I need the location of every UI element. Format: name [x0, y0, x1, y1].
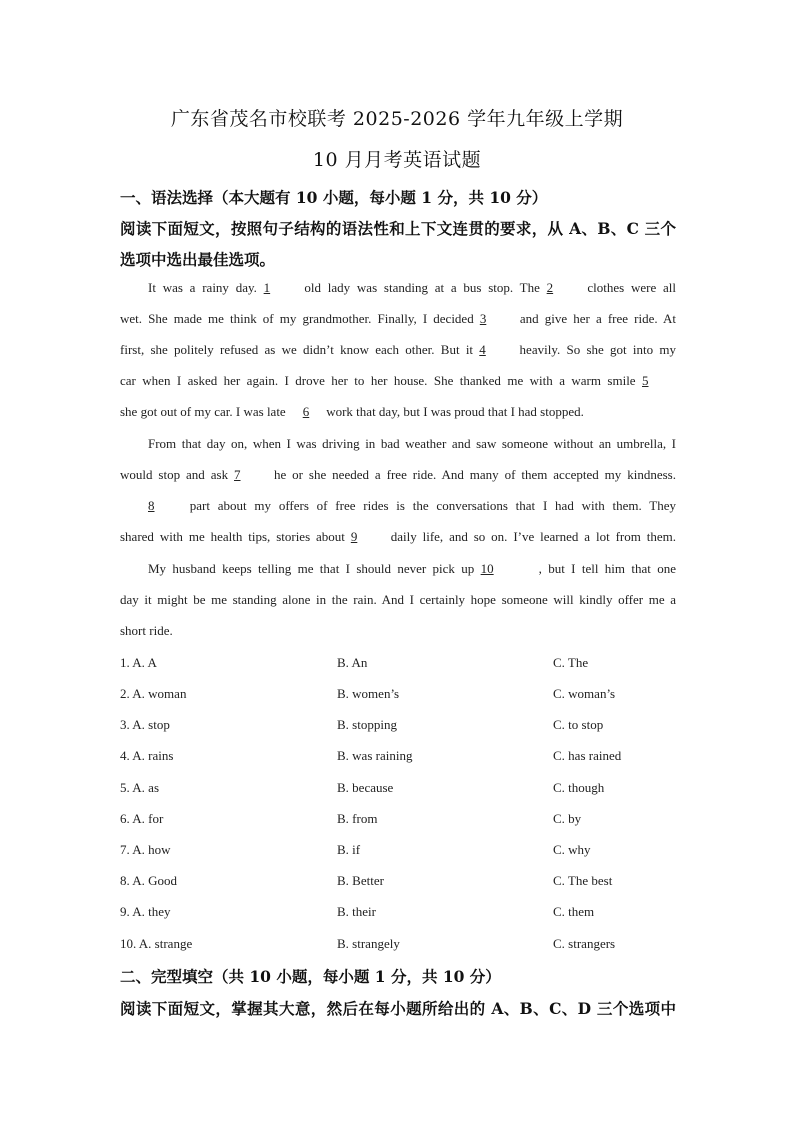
option-b: B. stopping — [337, 717, 397, 732]
option-b: B. Better — [337, 873, 384, 888]
passage-line: first, she politely refused as we didn’t know each other. But it 4 heavily. So she got into my — [120, 342, 676, 357]
option-c: C. why — [553, 842, 591, 857]
option-c: C. by — [553, 811, 582, 826]
option-c: C. though — [553, 780, 605, 795]
option-a: 8. A. Good — [120, 873, 178, 888]
option-b: B. women’s — [337, 686, 400, 701]
passage-line: My husband keeps telling me that I should never pick up 10 , but I tell him that one — [148, 561, 676, 576]
option-b: B. if — [337, 842, 361, 857]
option-c: C. The — [553, 655, 589, 670]
question-options-3 — [120, 717, 680, 735]
section1-heading: 一、语法选择（本大题有 10 小题，每小题 1 分，共 10 分） — [120, 188, 548, 207]
passage-line: 8 part about my offers of free rides is the conversations that I had with them. They — [148, 498, 676, 513]
option-a: 7. A. how — [120, 842, 171, 857]
blank-6: 6 — [302, 404, 310, 419]
question-options-9 — [120, 904, 680, 922]
blank-5: 5 — [642, 373, 649, 388]
blank-9: 9 — [350, 529, 358, 544]
passage-line: It was a rainy day. 1 old lady was standing at a bus stop. The 2 clothes were all — [148, 280, 677, 295]
blank-8: 8 — [148, 498, 155, 513]
option-a: 6. A. for — [120, 811, 164, 826]
blank-3: 3 — [479, 311, 487, 326]
option-a: 5. A. as — [120, 780, 159, 795]
question-options-6 — [120, 811, 680, 829]
option-b: B. their — [337, 904, 376, 919]
option-b: B. strangely — [337, 936, 400, 951]
option-b: B. was raining — [337, 748, 413, 763]
exam-title-line1: 广东省茂名市校联考 2025-2026 学年九年级上学期 — [170, 108, 624, 130]
question-options-10 — [120, 936, 680, 954]
option-b: B. from — [337, 811, 378, 826]
blank-7: 7 — [234, 467, 241, 482]
option-b: B. because — [337, 780, 394, 795]
option-c: C. The best — [553, 873, 613, 888]
question-options-4 — [120, 748, 680, 766]
option-a: 10. A. strange — [120, 936, 193, 951]
question-options-5 — [120, 780, 680, 798]
section1-instruction-line1: 阅读下面短文，按照句子结构的语法性和上下文连贯的要求，从 A、B、C 三个 — [120, 219, 676, 238]
option-c: C. has rained — [553, 748, 622, 763]
passage-line: day it might be me standing alone in the rain. And I certainly hope someone will kindly offer me a — [120, 592, 676, 607]
passage-line: would stop and ask 7 he or she needed a free ride. And many of them accepted my kindness. — [120, 467, 676, 482]
question-options-8 — [120, 873, 680, 891]
option-a: 4. A. rains — [120, 748, 174, 763]
option-c: C. to stop — [553, 717, 604, 732]
blank-4: 4 — [479, 342, 486, 357]
passage-line: From that day on, when I was driving in bad weather and saw someone without an umbrella, I — [148, 436, 676, 451]
passage-line: car when I asked her again. I drove her to her house. She thanked me with a warm smile 5 — [120, 373, 676, 389]
passage-line: shared with me health tips, stories about 9 daily life, and so on. I’ve learned a lot from them. — [120, 529, 676, 544]
blank-1: 1 — [263, 280, 271, 295]
option-a: 3. A. stop — [120, 717, 170, 732]
option-a: 2. A. woman — [120, 686, 187, 701]
option-b: B. An — [337, 655, 368, 670]
option-c: C. them — [553, 904, 595, 919]
option-c: C. strangers — [553, 936, 616, 951]
blank-2: 2 — [546, 280, 554, 295]
exam-title-line2: 10 月月考英语试题 — [312, 149, 482, 171]
passage-line: she got out of my car. I was late 6 work that day, but I was proud that I had stopped. — [120, 404, 584, 419]
question-options-1 — [120, 655, 680, 673]
passage-line: short ride. — [120, 623, 173, 638]
section1-instruction-line2: 选项中选出最佳选项。 — [120, 250, 276, 269]
section2-heading: 二、完型填空（共 10 小题，每小题 1 分，共 10 分） — [120, 967, 501, 986]
question-options-7 — [120, 842, 680, 860]
passage-line: wet. She made me think of my grandmother. Finally, I decided 3 and give her a free ride. At — [120, 311, 676, 326]
option-a: 1. A. A — [120, 655, 157, 670]
question-options-2 — [120, 686, 680, 704]
option-c: C. woman’s — [553, 686, 616, 701]
section2-instruction-line1: 阅读下面短文，掌握其大意，然后在每小题所给出的 A、B、C、D 三个选项中 — [120, 999, 676, 1018]
option-a: 9. A. they — [120, 904, 171, 919]
blank-10: 10 — [480, 561, 494, 576]
